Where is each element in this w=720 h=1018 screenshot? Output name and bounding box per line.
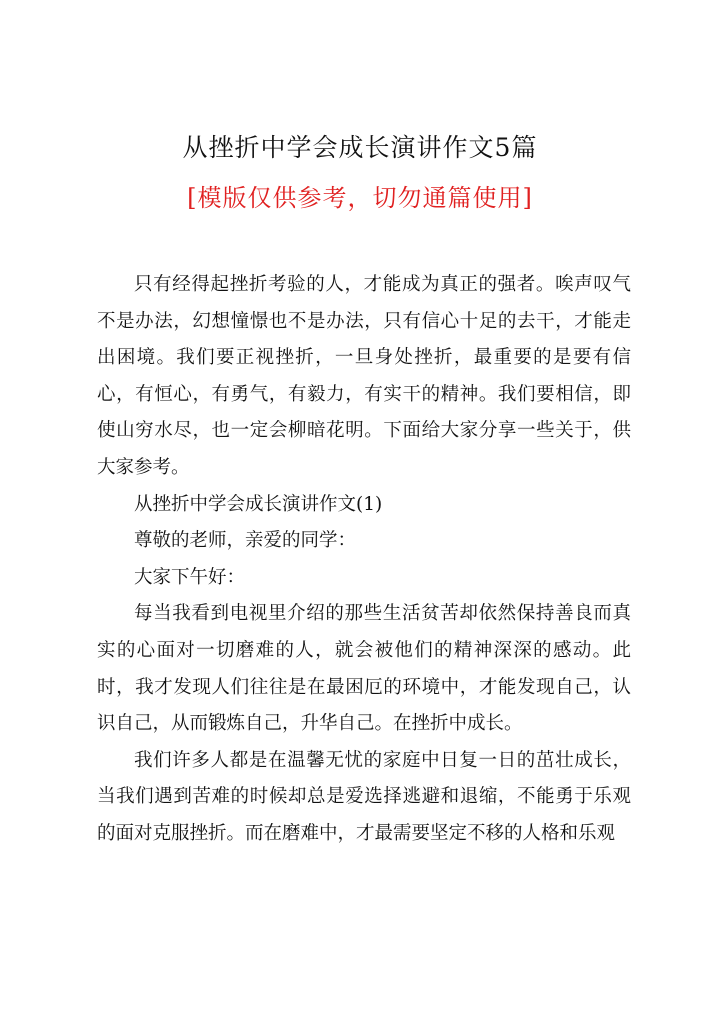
document-body [97,267,631,853]
body-paragraph: 每当我看到电视里介绍的那些生活贫苦却依然保持善良而真实的心面对一切磨难的人，就会被他们的精神深深的感动。此时，我才发现人们往往是在最困厄的环境中，才能发现自己，认识自己，从而锻炼自己，升华自己。在挫折中成长。 [97,603,631,735]
template-notice: [模版仅供参考，切勿通篇使用] [187,184,533,212]
section-heading: 从挫折中学会成长演讲作文(1) [134,493,383,515]
body-paragraph: 我们许多人都是在温馨无忧的家庭中日复一日的茁壮成长，当我们遇到苦难的时候却总是爱选择逃避和退缩，不能勇于乐观的面对克服挫折。而在磨难中，才最需要坚定不移的人格和乐观 [97,749,631,844]
intro-paragraph: 只有经得起挫折考验的人，才能成为真正的强者。唉声叹气不是办法，幻想憧憬也不是办法，只有信心十足的去干，才能走出困境。我们要正视挫折，一旦身处挫折，最重要的是要有信心，有恒心，有勇气，有毅力，有实干的精神。我们要相信，即使山穷水尽，也一定会柳暗花明。下面给大家分享一些关于，供大家参考。 [97,274,631,478]
salutation: 尊敬的老师，亲爱的同学： [134,530,357,552]
document-title: 从挫折中学会成长演讲作文5篇 [182,133,538,162]
greeting: 大家下午好： [134,566,246,588]
